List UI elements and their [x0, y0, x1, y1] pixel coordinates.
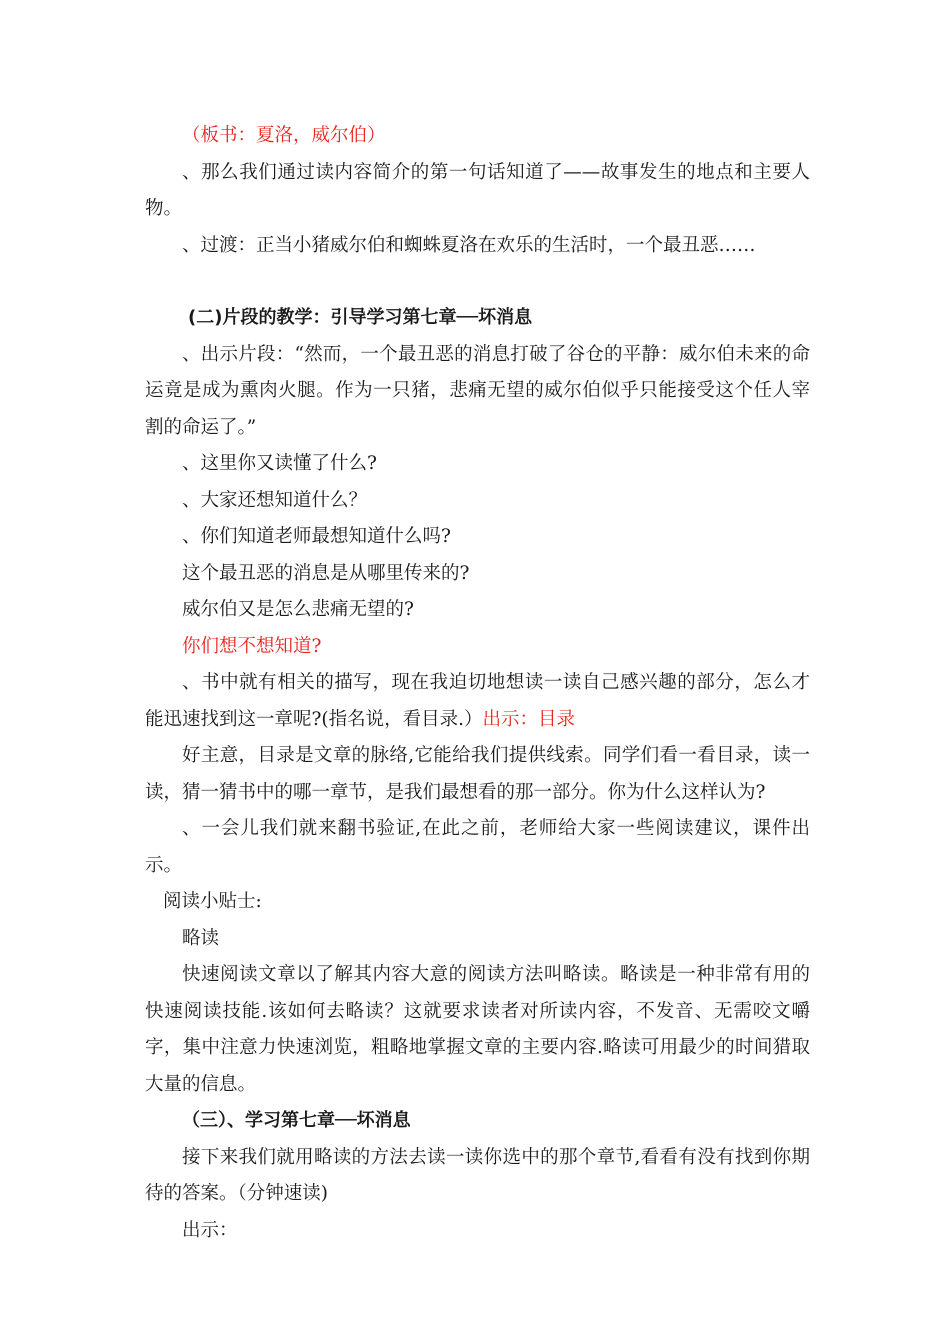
paragraph: 、出示片段：“然而，一个最丑恶的消息打破了谷仓的平静：威尔伯未来的命运竟是成为熏肉火腿。作为一只猪，悲痛无望的威尔伯似乎只能接受这个任人宰割的命运了。”	[145, 343, 810, 438]
paragraph: 、一会儿我们就来翻书验证,在此之前，老师给大家一些阅读建议，课件出示。	[145, 818, 810, 876]
paragraph-text: 、书中就有相关的描写，现在我迫切地想读一读自己感兴趣的部分，怎么才能迅速找到这一章呢?(指名说，看目录.）	[145, 672, 810, 730]
paragraph: 接下来我们就用略读的方法去读一读你选中的那个章节,看看有没有找到你期待的答案。（分钟速读)	[145, 1146, 810, 1204]
paragraph: 威尔伯又是怎么悲痛无望的?	[182, 599, 414, 620]
section-heading-2: (二)片段的教学：引导学习第七章──坏消息	[188, 307, 533, 328]
tips-title: 阅读小贴士:	[163, 891, 262, 912]
paragraph: 、你们知道老师最想知道什么吗?	[182, 526, 451, 547]
paragraph: 、大家还想知道什么？	[182, 489, 368, 511]
paragraph: 好主意，目录是文章的脉络,它能给我们提供线索。同学们看一看目录，读一读，猜一猜书中的哪一章节，是我们最想看的那一部分。你为什么这样认为?	[145, 745, 810, 803]
paragraph: 、那么我们通过读内容简介的第一句话知道了——故事发生的地点和主要人物。	[145, 161, 810, 219]
show-contents-note: 出示：目录	[482, 708, 576, 730]
paragraph: 这个最丑恶的消息是从哪里传来的?	[182, 562, 470, 584]
paragraph: 出示：	[182, 1219, 238, 1241]
paragraph: 快速阅读文章以了解其内容大意的阅读方法叫略读。略读是一种非常有用的快速阅读技能.该如何去略读？这就要求读者对所读内容，不发音、无需咬文嚼字，集中注意力快速浏览，粗略地掌握文章的主要内容.略读可用最少的时间猎取大量的信息。	[145, 964, 810, 1095]
highlight-question: 你们想不想知道?	[182, 635, 322, 657]
document-page	[145, 118, 810, 1249]
spacer	[145, 264, 810, 300]
paragraph: 、过渡：正当小猪威尔伯和蜘蛛夏洛在欢乐的生活时，一个最丑恶……	[182, 234, 756, 256]
board-note: （板书：夏洛，威尔伯）	[182, 125, 386, 146]
tips-subtitle: 略读	[182, 927, 220, 949]
section-heading-3: （三）、学习第七章──坏消息	[182, 1110, 411, 1131]
paragraph: 、这里你又读懂了什么?	[182, 453, 377, 474]
paragraph	[145, 665, 810, 738]
